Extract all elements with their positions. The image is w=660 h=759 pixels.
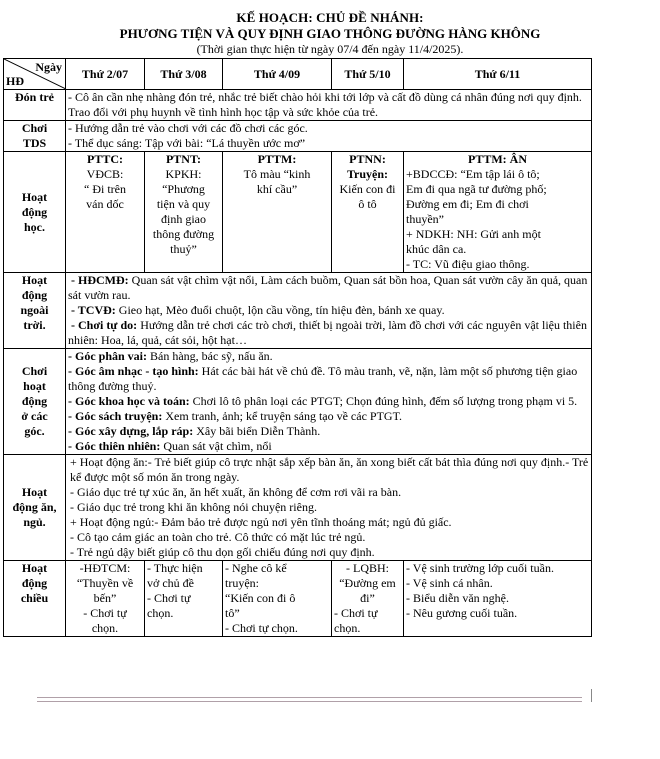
days-row	[4, 59, 592, 90]
label-line: Chơi	[21, 364, 48, 378]
chieu-fri	[404, 561, 592, 637]
tcvd-text: Gieo hạt, Mèo đuổi chuột, lộn cầu vồng, tín hiệu đèn, bánh xe quay.	[115, 303, 445, 317]
label-line: Hoạt	[21, 273, 48, 287]
subject-head: PTNN:	[349, 152, 386, 166]
text-line: - Chơi tự	[147, 591, 191, 605]
label-line: trời.	[23, 318, 46, 332]
row-chieu	[4, 561, 592, 637]
text-line: - TC: Vũ điệu giao thông.	[406, 257, 530, 271]
text-line: ván dốc	[86, 197, 124, 211]
goc-text: Chơi lô tô phân loại các PTGT; Chọn đúng hình, đếm số lượng trong phạm vi 5.	[189, 394, 578, 408]
text-line: - Chơi tự	[83, 606, 127, 620]
text-line: khí cầu”	[256, 182, 298, 196]
chieu-thu	[332, 561, 404, 637]
label-line: Hoạt	[21, 485, 48, 499]
text-line: - Hướng dẫn trẻ vào chơi với các đồ chơi các góc.	[68, 121, 308, 135]
text-line: thuyền”	[406, 212, 444, 226]
text-line: VĐCB:	[86, 167, 124, 181]
text-line: - Cô tạo cảm giác an toàn cho trẻ. Cô thức có mặt lúc trẻ ngủ.	[70, 530, 366, 544]
goc-name: - Góc khoa học và toán:	[68, 394, 190, 408]
tcvd-line	[68, 303, 589, 318]
hdcmd-text: Quan sát vật chìm vật nổi, Làm cách buồm, Quan sát bồn hoa, Quan sát vườn cây ăn quả, quan sát vườn rau.	[68, 273, 588, 302]
don-tre-text: - Cô ân cần nhẹ nhàng đón trẻ, nhắc trẻ biết chào hỏi khi tới lớp và cất đồ dùng cá nhân đúng nơi quy định. Trao đổi với phụ huynh về tình hình học tập và sức khỏe của trẻ.	[66, 90, 592, 121]
goc-item	[68, 394, 589, 409]
label-chieu	[4, 561, 66, 637]
goc-name: - Góc phân vai:	[68, 349, 148, 363]
label-hoat-dong-hoc	[4, 152, 66, 273]
goc-item	[68, 364, 589, 394]
text-line: “Đường em	[339, 576, 396, 590]
subject-head: PTNT:	[165, 152, 202, 166]
hdcmd-label: - HĐCMĐ:	[71, 273, 129, 287]
text-line: + NDKH: NH: Gửi anh một	[406, 227, 541, 241]
label-line: Chơi	[21, 121, 48, 135]
goc-name: - Góc xây dựng, lắp ráp:	[68, 424, 194, 438]
label-line: động	[21, 576, 48, 590]
text-line: +BDCCĐ: “Em tập lái ô tô;	[406, 167, 540, 181]
row-choi-tds	[4, 121, 592, 152]
text-line: “ Đi trên	[84, 182, 126, 196]
text-line: - Nêu gương cuối tuần.	[406, 606, 518, 620]
text-line: KPKH:	[165, 167, 202, 181]
row-don-tre	[4, 90, 592, 121]
goc-text: Quan sát vật chìm, nổi	[160, 439, 272, 453]
text-line: “Phương	[162, 182, 205, 196]
text-line: tô”	[225, 606, 240, 620]
text-line: - Thực hiện	[147, 561, 203, 575]
subject-head: PTTM:	[257, 152, 297, 166]
text-line: - Chơi tự	[334, 606, 378, 620]
day-header: Thứ 2/07	[66, 59, 145, 90]
subject-head: PTTC:	[87, 152, 123, 166]
label-line: góc.	[24, 424, 45, 438]
choi-goc-text	[66, 349, 592, 455]
text-line: - Giáo dục trẻ tự xúc ăn, ăn hết xuất, ăn không để cơm rơi vãi ra bàn.	[70, 485, 402, 499]
margin-tick	[591, 689, 592, 702]
an-ngu-text	[66, 455, 592, 561]
text-line: - Nghe cô kể	[225, 561, 287, 575]
text-line: khúc dân ca.	[406, 242, 467, 256]
text-line: Tô màu “kinh	[243, 167, 311, 181]
chieu-tue	[145, 561, 223, 637]
choi-tu-do-label: - Chơi tự do:	[71, 318, 138, 332]
day-header: Thứ 4/09	[223, 59, 332, 90]
corner-cell	[4, 59, 66, 90]
text-line: - Trẻ ngủ dậy biết giúp cô thu dọn gối chiếu đúng nơi quy định.	[70, 545, 375, 559]
goc-text: Hát các bài hát về chủ đề. Tô màu tranh, vẽ, nặn, làm một số phương tiện giao thông đường thuỷ.	[68, 364, 578, 393]
text-line: + Hoạt động ăn:- Trẻ biết giúp cô trực nhật sắp xếp bàn ăn, ăn xong biết cất bát thìa đúng nơi quy định.- Trẻ kể được một số món ăn trong ngày.	[70, 455, 589, 484]
label-ngoai-troi	[4, 273, 66, 349]
text-line: định giao	[161, 212, 206, 226]
hoc-mon	[66, 152, 145, 273]
subject-sub: Truyện:	[346, 167, 389, 181]
plan-subtitle: PHƯƠNG TIỆN VÀ QUY ĐỊNH GIAO THÔNG ĐƯỜNG HÀNG KHÔNG	[119, 26, 541, 41]
label-line: động	[21, 204, 48, 219]
choi-tds-text	[66, 121, 592, 152]
text-line: chọn.	[147, 606, 174, 620]
bottom-separator	[37, 697, 582, 702]
chieu-wed	[223, 561, 332, 637]
text-line: - Vệ sinh trường lớp cuối tuần.	[406, 561, 554, 575]
text-line: - Vệ sinh cá nhân.	[406, 576, 493, 590]
tcvd-label: - TCVĐ:	[71, 303, 116, 317]
corner-day-label: Ngày	[35, 60, 62, 74]
label-line: ngủ.	[23, 515, 46, 529]
label-line: động ăn,	[12, 500, 57, 514]
day-header: Thứ 5/10	[332, 59, 404, 90]
text-line: vở chủ đề	[147, 576, 194, 590]
text-line: chọn.	[91, 621, 119, 635]
subject-head: PTTM: ÂN	[468, 152, 527, 166]
text-line: ô tô	[358, 197, 377, 211]
goc-text: Xây bãi biển Diễn Thành.	[193, 424, 321, 438]
plan-title: KẾ HOẠCH: CHỦ ĐỀ NHÁNH:	[236, 10, 424, 25]
hoc-tue	[145, 152, 223, 273]
text-line: thuỷ”	[170, 242, 197, 256]
goc-item	[68, 349, 589, 364]
row-an-ngu	[4, 455, 592, 561]
text-line: - LQBH:	[346, 561, 389, 575]
ngoai-troi-text	[66, 273, 592, 349]
choi-tu-do-line	[68, 318, 589, 348]
hoc-wed	[223, 152, 332, 273]
text-line: - Chơi tự chọn.	[225, 621, 298, 635]
row-ngoai-troi	[4, 273, 592, 349]
label-don-tre: Đón trẻ	[4, 90, 66, 121]
text-line: “Thuyền về	[76, 576, 134, 590]
text-line: bến”	[93, 591, 117, 605]
goc-item	[68, 409, 589, 424]
label-line: ngoài	[20, 303, 49, 317]
text-line: truyện:	[225, 576, 259, 590]
goc-item	[68, 424, 589, 439]
row-choi-goc	[4, 349, 592, 455]
chieu-mon	[66, 561, 145, 637]
text-line: - Giáo dục trẻ trong khi ăn không nói chuyện riêng.	[70, 500, 317, 514]
label-line: động	[21, 394, 48, 408]
label-line: hoạt	[23, 379, 46, 393]
time-range: (Thời gian thực hiện từ ngày 07/4 đến ngày 11/4/2025).	[196, 42, 464, 56]
text-line: chọn.	[334, 621, 361, 635]
choi-tu-do-text: Hướng dẫn trẻ chơi các trò chơi, thiết bị ngoài trời, làm đồ chơi với các nguyên vật liệu thiên nhiên: Hoa, lá, quả, cát sỏi, hột hạt…	[68, 318, 587, 347]
text-line: thông đường	[152, 227, 215, 241]
goc-item	[68, 439, 589, 454]
schedule-table	[3, 58, 592, 637]
text-line: + Hoạt động ngủ:- Đảm bảo trẻ được ngủ nơi yên tĩnh thoáng mát; ngủ đủ giấc.	[70, 515, 452, 529]
goc-name: - Góc thiên nhiên:	[68, 439, 161, 453]
row-hoat-dong-hoc	[4, 152, 592, 273]
label-line: Hoạt	[21, 561, 48, 575]
goc-name: - Góc sách truyện:	[68, 409, 163, 423]
label-line: Hoạt	[21, 189, 48, 204]
text-line: Em đi qua ngã tư đường phố;	[406, 182, 547, 196]
label-line: ở các	[21, 409, 48, 423]
label-line: động	[21, 288, 48, 302]
text-line: tiện và quy	[156, 197, 211, 211]
goc-text: Xem tranh, ảnh; kể truyện sáng tạo về các PTGT.	[162, 409, 403, 423]
label-line: TDS	[22, 136, 47, 150]
label-choi-tds	[4, 121, 66, 152]
corner-activity-label: HĐ	[6, 74, 24, 88]
goc-text: Bán hàng, bác sỹ, nấu ăn.	[147, 349, 273, 363]
label-line: học.	[24, 219, 45, 234]
day-header: Thứ 6/11	[404, 59, 592, 90]
goc-name: - Góc âm nhạc - tạo hình:	[68, 364, 199, 378]
hoc-thu	[332, 152, 404, 273]
label-choi-goc	[4, 349, 66, 455]
day-header: Thứ 3/08	[145, 59, 223, 90]
label-line: chiều	[20, 591, 49, 605]
text-line: “Kiến con đi ô	[225, 591, 296, 605]
text-line: - Biểu diễn văn nghệ.	[406, 591, 509, 605]
hoc-fri	[404, 152, 592, 273]
text-line: đi”	[360, 591, 375, 605]
text-line: Đường em đi; Em đi chơi	[406, 197, 529, 211]
text-line: - Thể dục sáng: Tập với bài: “Lá thuyền ước mơ”	[68, 136, 306, 150]
hdcmd-line	[68, 273, 589, 303]
text-line: Kiến con đi	[339, 182, 396, 196]
label-an-ngu	[4, 455, 66, 561]
text-line: -HĐTCM:	[79, 561, 131, 575]
